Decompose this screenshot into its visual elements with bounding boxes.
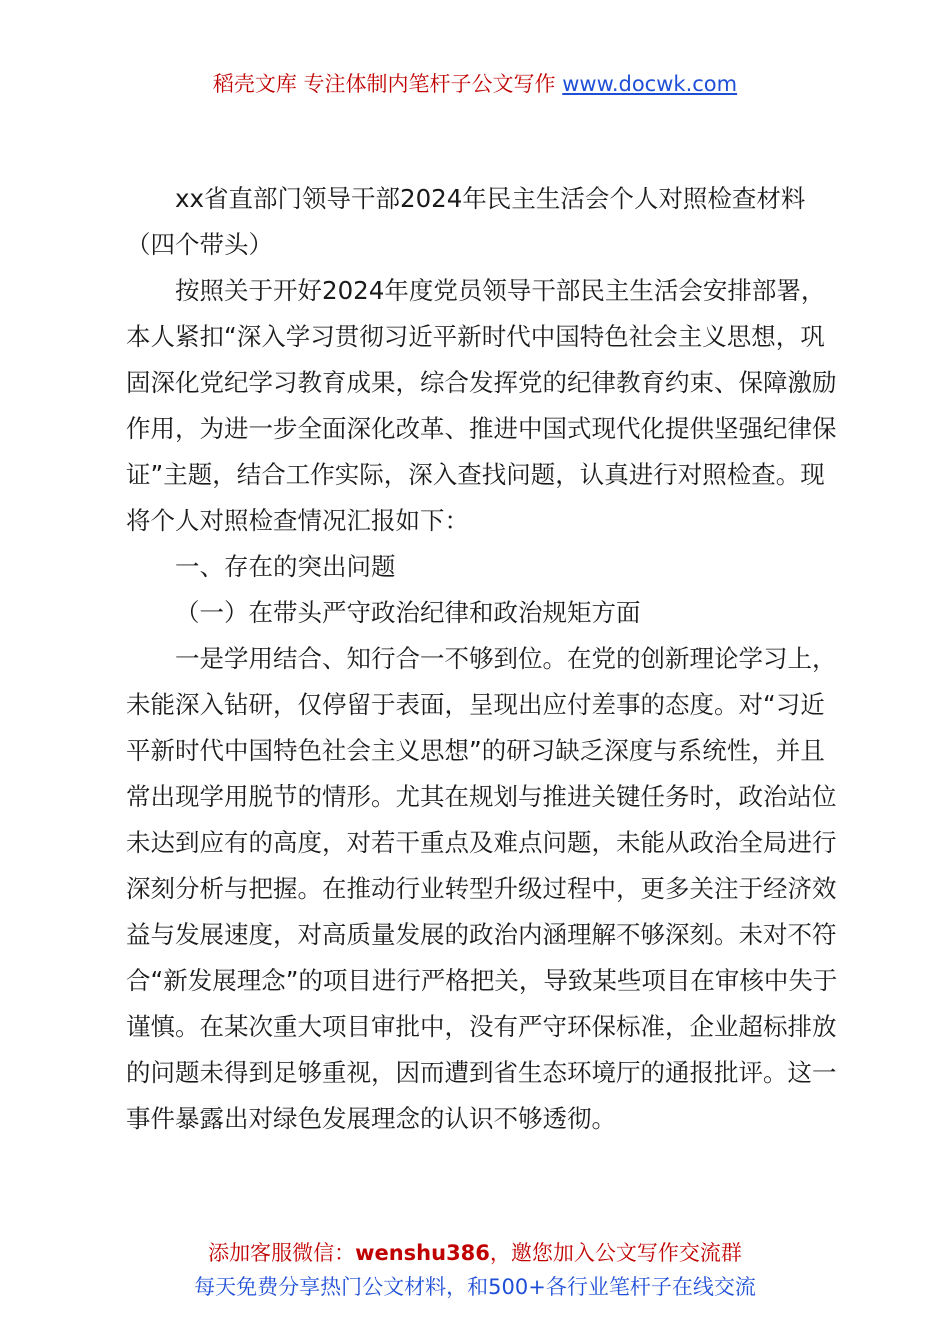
footer-contact-suffix: ，邀您加入公文写作交流群 xyxy=(489,1241,742,1265)
document-body xyxy=(126,176,840,1142)
subsection-heading: （一）在带头严守政治纪律和政治规矩方面 xyxy=(175,598,641,627)
document-title: xx省直部门领导干部2024年民主生活会个人对照检查材料（四个带头） xyxy=(126,184,806,259)
promo-footer xyxy=(0,1236,950,1304)
site-header xyxy=(0,66,950,102)
header-slogan: 稻壳文库 专注体制内笔杆子公文写作 xyxy=(212,72,563,96)
footer-contact-line xyxy=(0,1236,950,1270)
intro-paragraph: 按照关于开好2024年度党员领导干部民主生活会安排部署，本人紧扣“深入学习贯彻习近平新时代中国特色社会主义思想，巩固深化党纪学习教育成果，综合发挥党的纪律教育约束、保障激励作用，为进一步全面深化改革、推进中国式现代化提供坚强纪律保证”主题，结合工作实际，深入查找问题，认真进行对照检查。现将个人对照检查情况汇报如下： xyxy=(126,276,837,535)
footer-promo-line: 每天免费分享热门公文材料，和500+各行业笔杆子在线交流 xyxy=(194,1275,756,1299)
wechat-id: wenshu386 xyxy=(355,1241,490,1265)
footer-contact-prefix: 添加客服微信： xyxy=(208,1241,356,1265)
section-heading: 一、存在的突出问题 xyxy=(175,552,396,581)
site-link[interactable]: www.docwk.com xyxy=(562,72,738,96)
body-paragraph: 一是学用结合、知行合一不够到位。在党的创新理论学习上，未能深入钻研，仅停留于表面，呈现出应付差事的态度。对“习近平新时代中国特色社会主义思想”的研习缺乏深度与系统性，并且常出现学用脱节的情形。尤其在规划与推进关键任务时，政治站位未达到应有的高度，对若干重点及难点问题，未能从政治全局进行深刻分析与把握。在推动行业转型升级过程中，更多关注于经济效益与发展速度，对高质量发展的政治内涵理解不够深刻。未对不符合“新发展理念”的项目进行严格把关，导致某些项目在审核中失于谨慎。在某次重大项目审批中，没有严守环保标准，企业超标排放的问题未得到足够重视，因而遭到省生态环境厅的通报批评。这一事件暴露出对绿色发展理念的认识不够透彻。 xyxy=(126,644,838,1133)
